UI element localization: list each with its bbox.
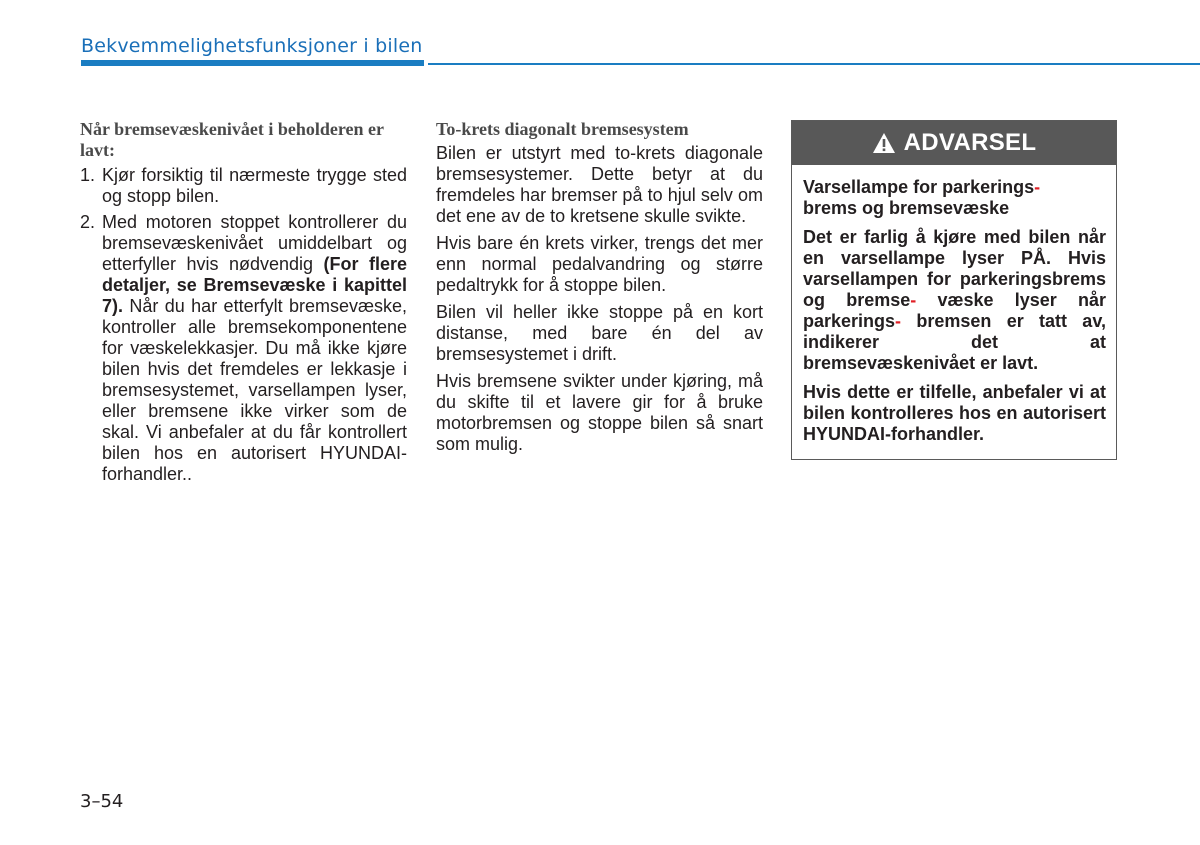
middle-heading: To-krets diagonalt bremsesystem (436, 119, 689, 139)
hyphen-mark: - (910, 290, 917, 310)
warning-header (792, 121, 1116, 165)
list-item (80, 212, 407, 485)
list-item (80, 165, 407, 207)
middle-column (436, 119, 763, 461)
warning-text-part: væske lyser når parkerings (803, 290, 1106, 331)
paragraph: Bilen er utstyrt med to-krets diagonale bremsesystemer. Dette betyr at du fremdeles har bremser på to hjul selv om det ene av de to kretsene skulle svikte. (436, 143, 763, 226)
warning-title (803, 177, 1106, 219)
hyphen-mark: - (895, 311, 902, 331)
warning-text-part: bremsen er tatt av, indikerer det at bremsevæskenivået er lavt. (803, 311, 1106, 373)
steps-list (80, 165, 407, 485)
header-rule-thin (428, 63, 1200, 65)
step-reference: (For flere detaljer, se Bremsevæske i kapittel 7). (102, 254, 407, 316)
hyphen-mark: - (1034, 177, 1041, 197)
left-column (80, 119, 407, 490)
step-text: Kjør forsiktig til nærmeste trygge sted og stopp bilen. (102, 165, 407, 206)
step-text-part: Når du har etterfylt bremsevæske, kontroller alle bremsekomponentene for væskelekkasjer. Du må ikke kjøre bilen hvis det fremdeles er lekkasje i bremsesystemet, varsellampen lyser, eller bremsene ikke virker som de skal. Vi anbefaler at du får kontrollert bilen hos en autorisert HYUNDAI-forhandler.. (102, 296, 407, 484)
warning-text (803, 227, 1106, 374)
warning-text: Hvis dette er tilfelle, anbefaler vi at bilen kontrolleres hos en autorisert HYUNDAI-forhandler. (803, 382, 1106, 444)
warning-triangle-icon (872, 132, 896, 154)
step-number: 1. (80, 165, 96, 185)
step-text (102, 212, 407, 485)
paragraph: Hvis bare én krets virker, trengs det mer enn normal pedalvandring og større pedaltrykk for å stoppe bilen. (436, 233, 763, 295)
section-title: Bekvemmelighetsfunksjoner i bilen (81, 35, 423, 57)
paragraph: Bilen vil heller ikke stoppe på en kort distanse, med bare én del av bremsesystemet i drift. (436, 302, 763, 364)
warning-body (792, 165, 1116, 445)
paragraph: Hvis bremsene svikter under kjøring, må du skifte til et lavere gir for å bruke motorbremsen og stoppe bilen så snart som mulig. (436, 371, 763, 454)
page-number: 3–54 (80, 791, 124, 812)
warning-label: ADVARSEL (903, 129, 1037, 156)
warning-text-part: Det er farlig å kjøre med bilen når en varsellampe lyser PÅ. Hvis varsellampen for parkeringsbrems og bremse (803, 227, 1106, 310)
step-text-part: Med motoren stoppet kontrollerer du bremsevæskenivået umiddelbart og etterfyller hvis nødvendig (102, 212, 407, 274)
warning-title-part: Varsellampe for parkerings (803, 177, 1035, 197)
warning-title-part: brems og bremsevæske (803, 198, 1010, 218)
step-number: 2. (80, 212, 96, 232)
warning-box (791, 120, 1117, 460)
header-rule-thick (81, 60, 424, 66)
left-heading: Når bremsevæskenivået i beholderen er lavt: (80, 119, 384, 160)
